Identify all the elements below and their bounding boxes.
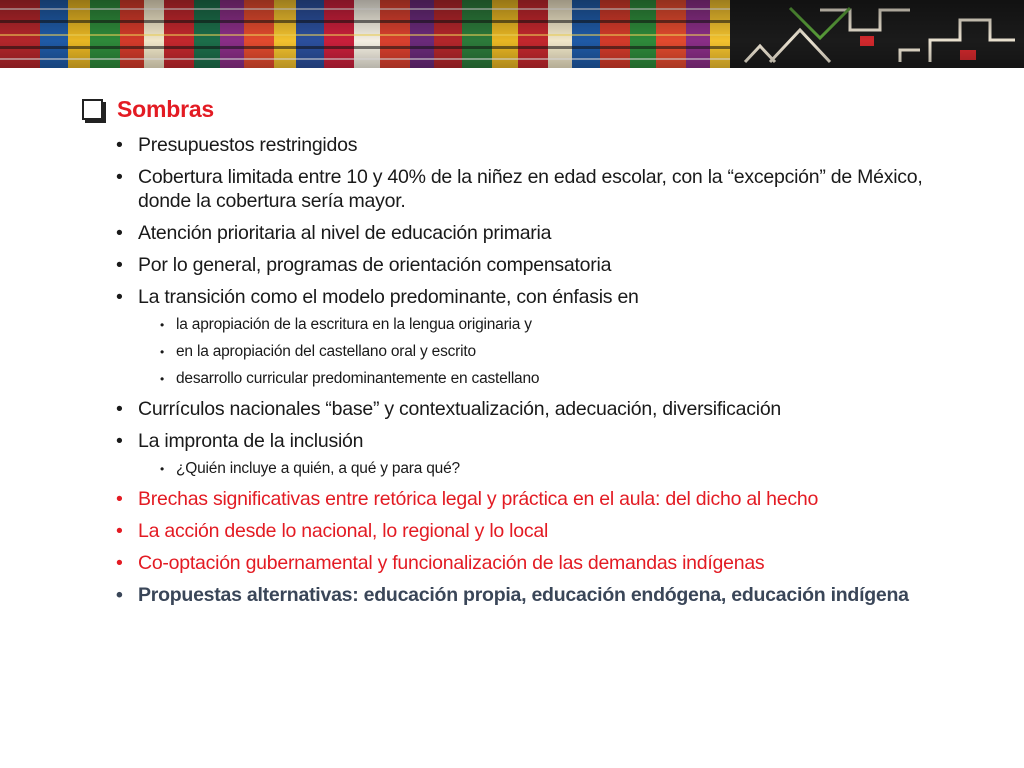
list-item [116, 285, 958, 389]
checkbox-bullet-icon [82, 99, 103, 120]
list-item [116, 221, 958, 245]
slide-content [78, 96, 958, 615]
list-item-highlight [116, 519, 958, 543]
list-item-text: La transición como el modelo predominante, con énfasis en [138, 286, 639, 308]
bullet-icon: • [116, 430, 123, 452]
bullet-icon: • [160, 345, 165, 359]
bullet-icon: • [160, 372, 165, 386]
list-item-text: Currículos nacionales “base” y contextualización, adecuación, diversificación [138, 398, 782, 420]
list-item-text: La impronta de la inclusión [138, 430, 364, 452]
bullet-icon: • [116, 134, 123, 156]
bullet-icon: • [116, 488, 123, 510]
list-item-text: Brechas significativas entre retórica legal y práctica en el aula: del dicho al hecho [138, 488, 819, 510]
heading-text: Sombras [117, 96, 215, 122]
sub-list-item-text: la apropiación de la escritura en la lengua originaria y [176, 316, 532, 333]
sub-list-item-text: ¿Quién incluye a quién, a qué y para qué? [176, 460, 460, 477]
list-item [116, 397, 958, 421]
textile-pattern-icon [0, 0, 1024, 68]
list-item-text: La acción desde lo nacional, lo regional y lo local [138, 520, 549, 542]
list-item [116, 133, 958, 157]
bullet-icon: • [116, 552, 123, 574]
sub-bullet-list [138, 315, 958, 389]
bullet-icon: • [116, 398, 123, 420]
bullet-icon: • [116, 286, 123, 308]
sub-list-item [160, 315, 958, 335]
bullet-icon: • [160, 462, 165, 476]
woven-textile-banner [0, 0, 1024, 68]
list-item [116, 165, 958, 213]
bullet-icon: • [116, 222, 123, 244]
list-item-text: Propuestas alternativas: educación propia, educación endógena, educación indígena [138, 584, 909, 606]
bullet-icon: • [116, 584, 123, 606]
list-item-text: Atención prioritaria al nivel de educación primaria [138, 222, 552, 244]
list-item-highlight [116, 487, 958, 511]
sub-list-item [160, 459, 958, 479]
sub-list-item [160, 369, 958, 389]
sub-bullet-list [138, 459, 958, 479]
bullet-icon: • [160, 318, 165, 332]
bullet-list [78, 133, 958, 607]
list-item [116, 429, 958, 479]
bullet-icon: • [116, 254, 123, 276]
list-item-text: Cobertura limitada entre 10 y 40% de la niñez en edad escolar, con la “excepción” de México, donde la cobertura sería mayor. [138, 166, 923, 212]
sub-list-item-text: en la apropiación del castellano oral y escrito [176, 343, 476, 360]
section-heading [78, 96, 958, 123]
sub-list-item-text: desarrollo curricular predominantemente en castellano [176, 370, 540, 387]
list-item-emphasis [116, 583, 958, 607]
bullet-icon: • [116, 166, 123, 188]
list-item-text: Por lo general, programas de orientación compensatoria [138, 254, 612, 276]
bullet-icon: • [116, 520, 123, 542]
sub-list-item [160, 342, 958, 362]
list-item-highlight [116, 551, 958, 575]
list-item-text: Presupuestos restringidos [138, 134, 358, 156]
list-item-text: Co-optación gubernamental y funcionalización de las demandas indígenas [138, 552, 765, 574]
list-item [116, 253, 958, 277]
